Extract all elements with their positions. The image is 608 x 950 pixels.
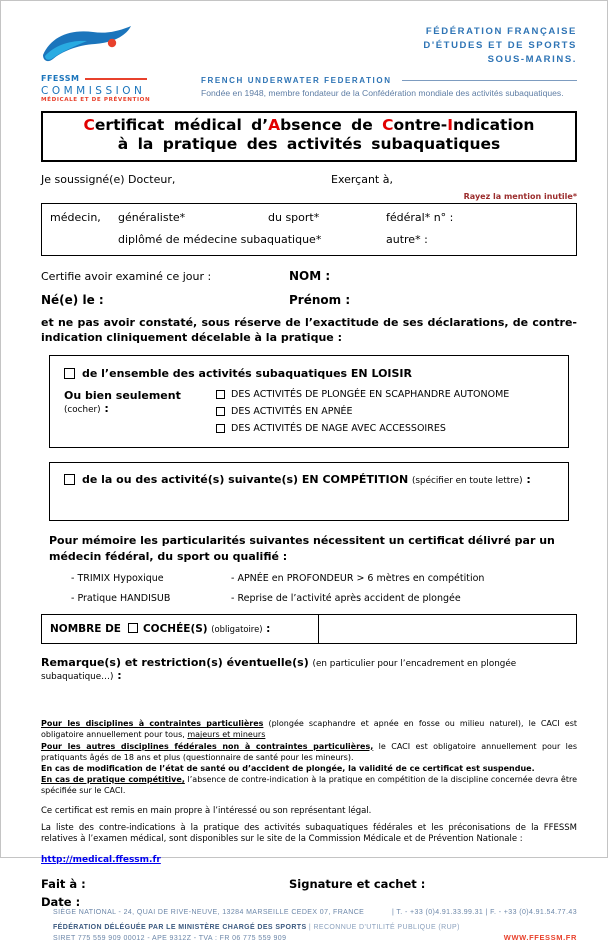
- scaphandre-option[interactable]: [216, 389, 509, 400]
- org-name: [201, 25, 577, 66]
- nombre-label-post: COCHÉE(S) (obligatoire) :: [139, 623, 271, 636]
- nage-label: DES ACTIVITÉS DE NAGE AVEC ACCESSOIRES: [231, 423, 446, 435]
- certificate-title-line2: à la pratique des activités subaquatiques: [117, 135, 501, 154]
- memo-item-handisub: - Pratique HANDISUB: [71, 593, 171, 605]
- exercant-label: Exerçant à,: [331, 172, 393, 186]
- loisir-options-box: [49, 355, 569, 448]
- competition-checkbox[interactable]: [64, 474, 75, 485]
- apnee-option[interactable]: [216, 406, 509, 417]
- doctor-type-row1: [50, 211, 568, 224]
- ne-le-field-label[interactable]: Né(e) le :: [41, 292, 104, 307]
- autre-option[interactable]: autre* :: [386, 232, 428, 246]
- competition-option[interactable]: [64, 473, 554, 486]
- competition-box: [49, 462, 569, 521]
- examine-row: [41, 269, 577, 283]
- constat-paragraph: et ne pas avoir constaté, sous réserve de l’exactitude de ses déclarations, de contre-indication cliniquement décelable à la pratique :: [41, 315, 577, 344]
- birth-row: [41, 293, 577, 307]
- generaliste-option[interactable]: généraliste*: [118, 210, 186, 224]
- soussigne-label: Je soussigné(e) Docteur,: [41, 172, 176, 186]
- medecin-label: médecin,: [50, 210, 101, 224]
- fait-signature-row: [41, 877, 577, 891]
- ou-bien-label: Ou bien seulement (cocher) :: [64, 389, 181, 416]
- nombre-cochees-box: [41, 614, 577, 644]
- footer: [41, 909, 577, 950]
- loisir-checkbox[interactable]: [64, 368, 75, 379]
- fine-print-note4: En cas de pratique compétitive, l’absence de contre-indication à la pratique en compétition de la discipline concernée devra être spécifiée sur le CACI.: [41, 775, 577, 796]
- nombre-checkbox-glyph: [128, 623, 138, 633]
- org-name-line3: SOUS-MARINS.: [487, 53, 577, 65]
- footer-siret: SIRET 775 559 909 00012 - APE 9312Z - TVA : FR 06 775 559 909: [53, 935, 287, 943]
- rayez-note: Rayez la mention inutile*: [463, 191, 577, 201]
- memo-item-reprise: - Reprise de l’activité après accident de plongée: [231, 593, 461, 605]
- footer-row3: [53, 933, 577, 942]
- apnee-checkbox[interactable]: [216, 407, 225, 416]
- scaphandre-checkbox[interactable]: [216, 390, 225, 399]
- doctor-type-row2: [50, 233, 568, 246]
- activity-sub-options: [216, 389, 509, 434]
- doctor-row2-spacer: [50, 233, 118, 246]
- loisir-main-label: de l’ensemble des activités subaquatiques EN LOISIR: [82, 367, 412, 381]
- logo-brand-text: FFESSM: [41, 74, 80, 83]
- certificate-title-box: [41, 111, 577, 162]
- nombre-cochees-label-cell: [42, 615, 319, 643]
- certificate-page: [1, 1, 607, 943]
- ffessm-logo-block: [41, 25, 201, 103]
- footer-federation-status: FÉDÉRATION DÉLÉGUÉE PAR LE MINISTÈRE CHARGÉ DES SPORTS | RECONNUE D'UTILITÉ PUBLIQUE (RUP): [53, 924, 460, 932]
- memo-item-apnee-profondeur: - APNÉE en PROFONDEUR > 6 mètres en compétition: [231, 573, 485, 585]
- logo-commission-text: COMMISSION: [41, 85, 146, 97]
- fait-a-label[interactable]: Fait à :: [41, 877, 86, 892]
- logo-commission-subtext: MÉDICALE ET DE PRÉVENTION: [41, 97, 151, 103]
- doctor-type-box: [41, 203, 577, 256]
- footer-website-link[interactable]: WWW.FFESSM.FR: [503, 933, 577, 943]
- medical-ffessm-link[interactable]: http://medical.ffessm.fr: [41, 855, 161, 866]
- org-name-line2: D'ÉTUDES ET DE SPORTS: [423, 39, 577, 51]
- nombre-label-pre: NOMBRE DE: [50, 623, 121, 636]
- footer-row1: [53, 909, 577, 916]
- memo-list: [41, 573, 577, 604]
- ou-bien-row: [64, 389, 554, 434]
- memo-item-trimix: - TRIMIX Hypoxique: [71, 573, 164, 585]
- federal-option[interactable]: fédéral* n° :: [386, 210, 454, 224]
- tagline-rule: [402, 80, 577, 81]
- fine-print: [41, 718, 577, 796]
- signature-label[interactable]: Signature et cachet :: [289, 877, 426, 892]
- tagline-text: FRENCH UNDERWATER FEDERATION: [201, 76, 392, 86]
- apnee-label: DES ACTIVITÉS EN APNÉE: [231, 406, 353, 418]
- fine-print-note2: Pour les autres disciplines fédérales non à contraintes particulières, le CACI est obligatoire annuellement pour les pratiquants âgés de 18 ans et plus (questionnaire de santé pour les mineurs).: [41, 741, 577, 762]
- nombre-value-cell[interactable]: [319, 615, 576, 643]
- tagline-row: [201, 76, 577, 85]
- fine-print-note3: En cas de modification de l’état de santé ou d’accident de plongée, la validité de ce certificat est suspendue.: [41, 763, 535, 773]
- remarks-blank-area[interactable]: [41, 682, 577, 716]
- nage-option[interactable]: [216, 423, 509, 434]
- nom-field-label[interactable]: NOM :: [289, 268, 331, 283]
- tagline-subtext: Fondée en 1948, membre fondateur de la Confédération mondiale des activités subaquatiques.: [201, 88, 564, 99]
- contraindications-note: La liste des contre-indications à la pratique des activités subaquatiques fédérales et les préconisations de la FFESSM relatives à l’examen médical, sont disponibles sur le site de la Commission Médicale et de Prévention Nationale :: [41, 822, 577, 845]
- logo-red-line: [85, 78, 147, 80]
- intro-row: [41, 173, 577, 186]
- scaphandre-label: DES ACTIVITÉS DE PLONGÉE EN SCAPHANDRE AUTONOME: [231, 389, 510, 401]
- remarks-label: Remarque(s) et restriction(s) éventuelle(s) (en particulier pour l’encadrement en plongée subaquatique…) :: [41, 656, 517, 683]
- du-sport-option[interactable]: du sport*: [268, 210, 320, 224]
- ffessm-wave-icon: [41, 25, 137, 69]
- certifie-label: Certifie avoir examiné ce jour :: [41, 269, 212, 283]
- memo-title: Pour mémoire les particularités suivantes nécessitent un certificat délivré par un médecin fédéral, du sport ou qualifié :: [49, 534, 555, 563]
- nage-checkbox[interactable]: [216, 424, 225, 433]
- footer-address: SIÈGE NATIONAL - 24, QUAI DE RIVE-NEUVE, 13284 MARSEILLE CEDEX 07, FRANCE: [53, 909, 365, 917]
- header: [41, 25, 577, 103]
- prenom-field-label[interactable]: Prénom :: [289, 292, 351, 307]
- competition-label: de la ou des activité(s) suivante(s) EN COMPÉTITION (spécifier en toute lettre) :: [82, 473, 531, 487]
- footer-row2: [53, 924, 577, 931]
- footer-phone-fax: | T. - +33 (0)4.91.33.99.31 | F. - +33 (0)4.91.54.77.43: [391, 909, 577, 917]
- date-label[interactable]: Date :: [41, 895, 81, 910]
- header-right: [201, 25, 577, 103]
- logo-brand-row: [41, 74, 201, 83]
- handout-note: Ce certificat est remis en main propre à l’intéressé ou son représentant légal.: [41, 805, 372, 816]
- diplome-option[interactable]: diplômé de médecine subaquatique*: [118, 232, 322, 246]
- fine-print-note1: Pour les disciplines à contraintes particulières (plongée scaphandre et apnée en fosse ou milieu naturel), le CACI est obligatoire annuellement pour tous, majeurs et mineurs: [41, 719, 577, 740]
- certificate-title-line1: Certificat médical d’Absence de Contre-Indication: [83, 116, 535, 134]
- org-name-line1: FÉDÉRATION FRANÇAISE: [425, 26, 577, 37]
- loisir-main-option[interactable]: [64, 367, 554, 380]
